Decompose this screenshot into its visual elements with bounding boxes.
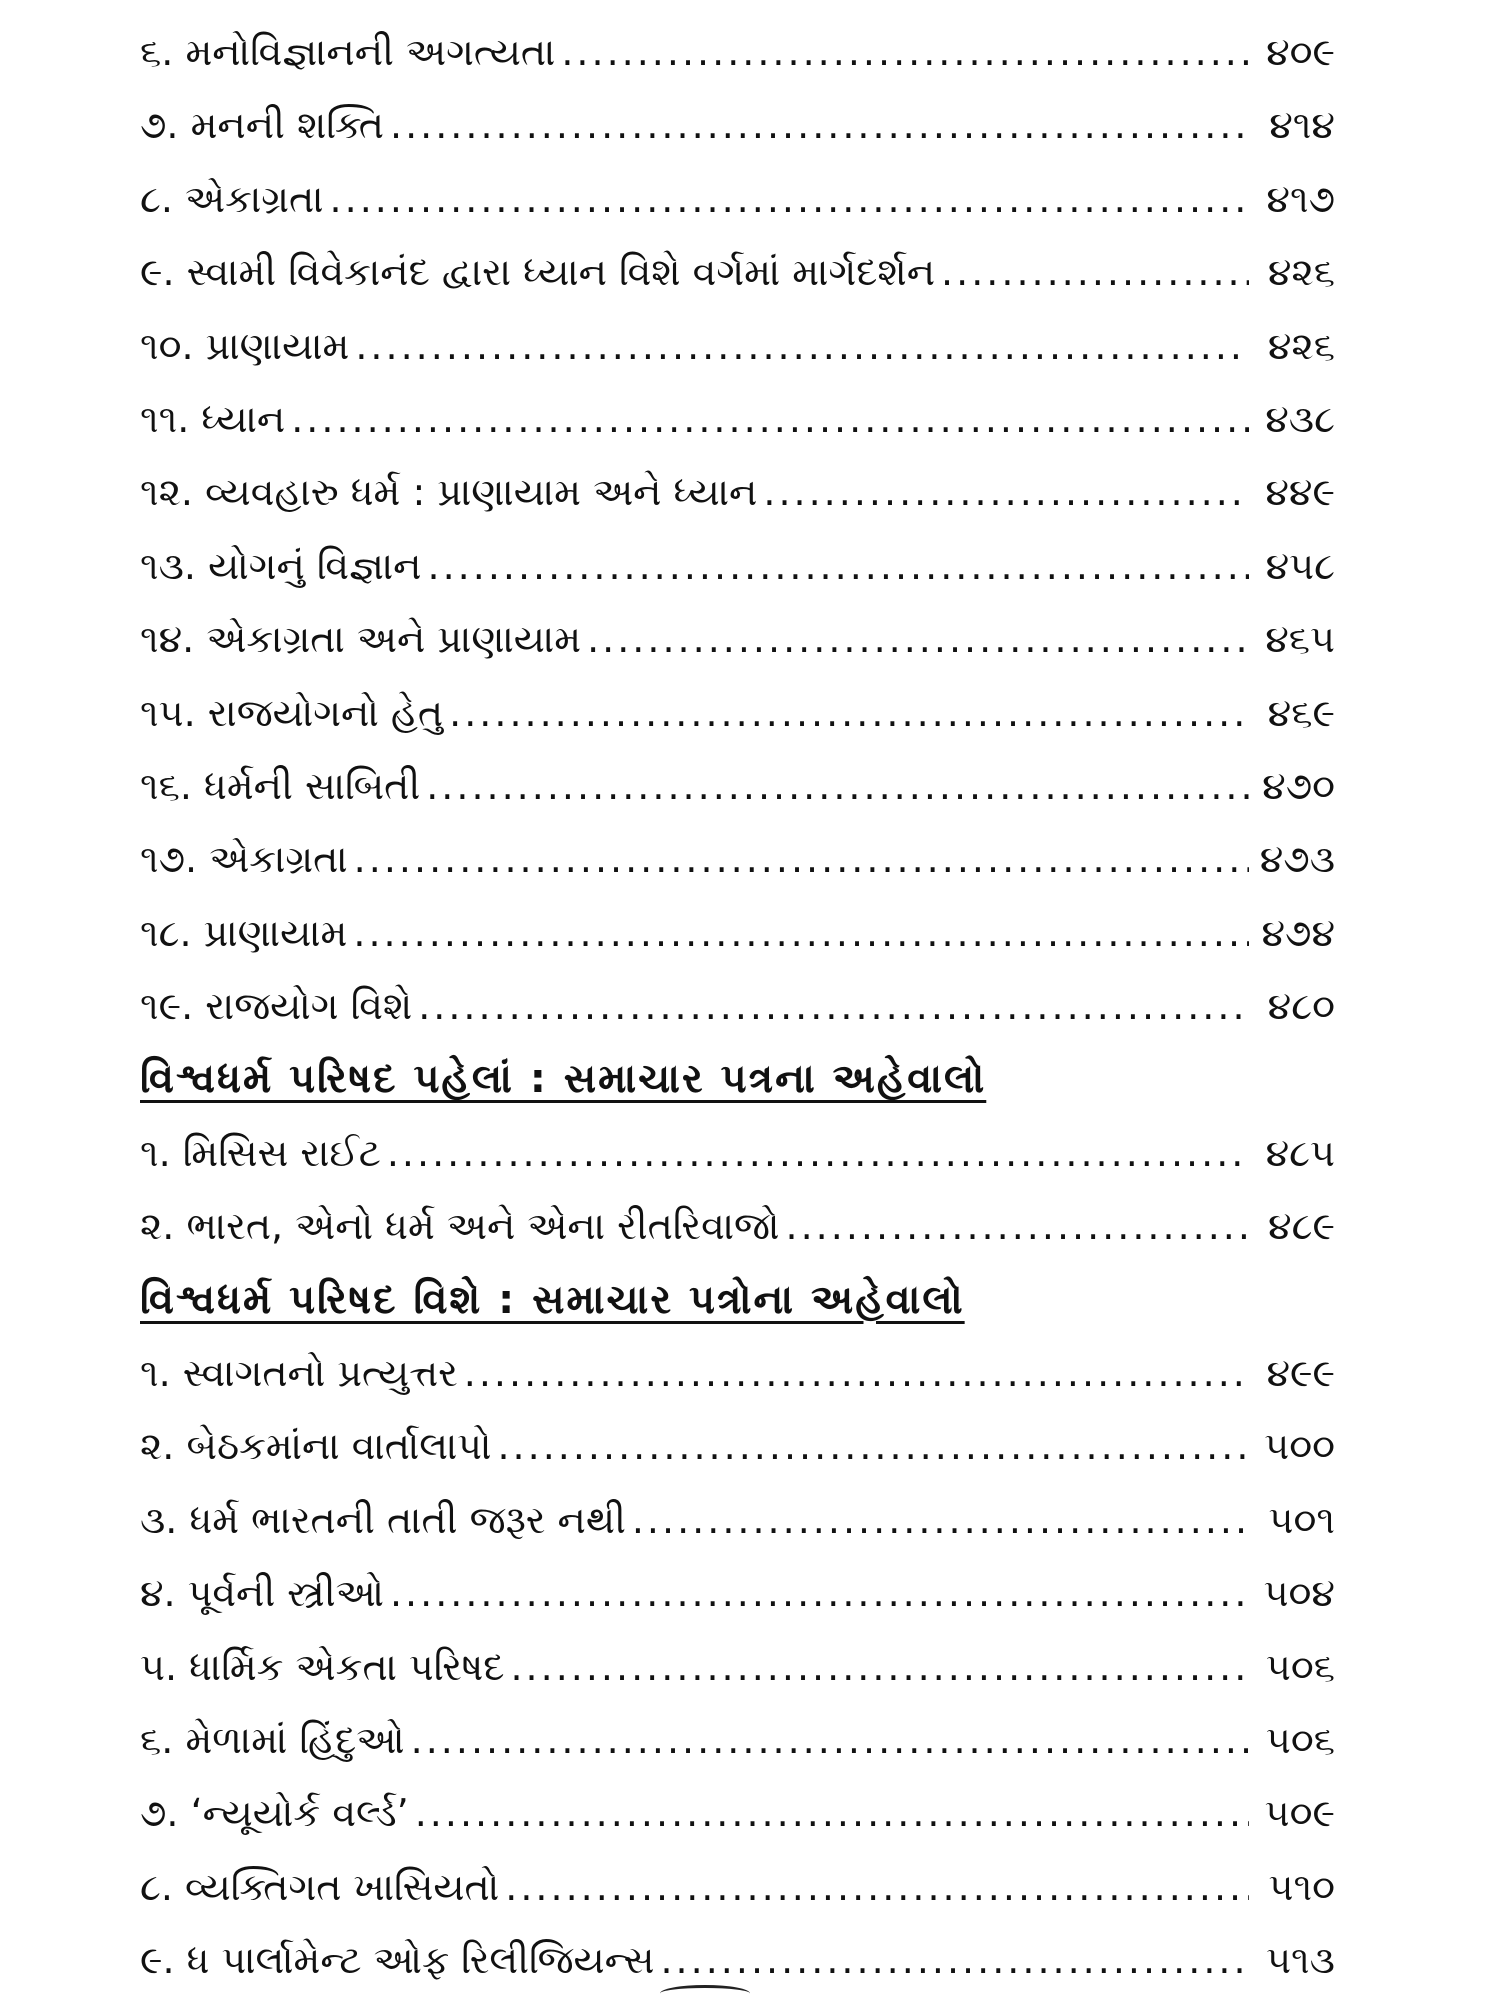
toc-entry-page-number: ૪૩૮ <box>1265 396 1335 441</box>
toc-entry <box>140 1337 1335 1410</box>
dot-leader <box>415 1777 1249 1850</box>
toc-entry <box>140 1924 1335 1997</box>
toc-entry <box>140 456 1335 529</box>
toc-entry <box>140 1484 1335 1557</box>
dot-leader <box>390 1557 1249 1630</box>
toc-entry-page-number: ૪૧૪ <box>1269 103 1335 148</box>
toc-entry <box>140 1631 1335 1704</box>
dot-leader <box>353 897 1249 970</box>
dot-leader <box>411 1704 1249 1777</box>
dot-leader <box>330 163 1249 236</box>
dot-leader <box>510 1631 1249 1704</box>
toc-entry-title: ૮. એકાગ્રતા <box>140 176 324 221</box>
dot-leader <box>497 1410 1249 1483</box>
toc-entry-page-number: ૫૦૬ <box>1265 1644 1335 1689</box>
toc-entry <box>140 603 1335 676</box>
dot-leader <box>387 1117 1249 1190</box>
dot-leader <box>587 603 1249 676</box>
dot-leader <box>464 1337 1249 1410</box>
toc-section-c <box>140 1337 1335 1998</box>
dot-leader <box>660 1924 1249 1997</box>
toc-entry <box>140 1117 1335 1190</box>
dot-leader <box>428 530 1250 603</box>
dot-leader <box>426 750 1249 823</box>
toc-entry-title: ૧૨. વ્યવહારુ ધર્મ : પ્રાણાયામ અને ધ્યાન <box>140 470 758 515</box>
toc-entry-page-number: ૪૭૦ <box>1262 763 1335 808</box>
toc-entry-title: ૪. પૂર્વની સ્ત્રીઓ <box>140 1571 384 1616</box>
toc-entry-page-number: ૪૮૦ <box>1267 984 1335 1029</box>
toc-entry <box>140 1851 1335 1924</box>
page-footer-mark <box>660 1985 750 2002</box>
toc-entry-title: ૭. ‘ન્યૂયોર્ક વર્લ્ડ’ <box>140 1791 409 1836</box>
toc-entry <box>140 16 1335 89</box>
toc-entry-page-number: ૫૧૦ <box>1268 1864 1335 1909</box>
toc-entry-page-number: ૫૦૯ <box>1264 1791 1335 1836</box>
toc-entry <box>140 750 1335 823</box>
toc-entry-title: ૧૯. રાજયોગ વિશે <box>140 984 413 1029</box>
toc-entry-page-number: ૫૧૩ <box>1266 1938 1335 1983</box>
toc-entry-title: ૬. મનોવિજ્ઞાનની અગત્યતા <box>140 30 556 74</box>
toc-entry-page-number: ૫૦૪ <box>1263 1571 1335 1616</box>
dot-leader <box>786 1190 1249 1263</box>
section-heading-about-parliament: વિશ્વધર્મ પરિષદ વિશે : સમાચાર પત્રોના અહેવાલો <box>140 1276 965 1323</box>
toc-entry-page-number: ૪૭૩ <box>1259 837 1335 882</box>
dot-leader <box>763 456 1249 529</box>
toc-entry <box>140 310 1335 383</box>
dot-leader <box>355 310 1249 383</box>
toc-entry-title: ૧૭. એકાગ્રતા <box>140 837 348 882</box>
toc-entry <box>140 1777 1335 1850</box>
toc-entry <box>140 1190 1335 1263</box>
toc-entry <box>140 897 1335 970</box>
toc-entry-page-number: ૪૯૯ <box>1266 1351 1335 1396</box>
toc-entry <box>140 89 1335 162</box>
dot-leader <box>354 823 1249 896</box>
toc-entry <box>140 530 1335 603</box>
toc-entry <box>140 163 1335 236</box>
toc-entry <box>140 823 1335 896</box>
toc-entry-page-number: ૪૮૫ <box>1265 1130 1335 1175</box>
dot-leader <box>418 970 1249 1043</box>
toc-entry <box>140 1410 1335 1483</box>
toc-entry-title: ૧૧. ધ્યાન <box>140 396 286 441</box>
toc-entry <box>140 677 1335 750</box>
table-of-contents <box>140 16 1335 1998</box>
toc-entry-title: ૯. ધ પાર્લામેન્ટ ઓફ રિલીજિયન્સ <box>140 1938 655 1983</box>
toc-entry-title: ૯. સ્વામી વિવેકાનંદ દ્વારા ધ્યાન વિશે વર્ગમાં માર્ગદર્શન <box>140 250 936 295</box>
toc-entry-title: ૨. બેઠકમાંના વાર્તાલાપો <box>140 1424 492 1469</box>
toc-entry-title: ૧૫. રાજયોગનો હેતુ <box>140 690 444 735</box>
toc-entry-title: ૩. ધર્મ ભારતની તાતી જરૂર નથી <box>140 1497 626 1542</box>
toc-entry <box>140 383 1335 456</box>
toc-entry-page-number: ૪૨૬ <box>1267 323 1335 368</box>
toc-entry-page-number: ૪૬૯ <box>1267 690 1335 735</box>
toc-entry-title: ૧. સ્વાગતનો પ્રત્યુત્તર <box>140 1351 458 1396</box>
toc-entry <box>140 970 1335 1043</box>
toc-entry-page-number: ૫૦૬ <box>1265 1717 1335 1762</box>
toc-entry-page-number: ૫૦૦ <box>1264 1424 1335 1469</box>
toc-entry-title: ૧. મિસિસ રાઈટ <box>140 1130 381 1175</box>
toc-entry-page-number: ૫૦૧ <box>1268 1497 1335 1542</box>
dot-leader <box>941 236 1249 309</box>
toc-entry-page-number: ૪૪૯ <box>1265 470 1335 515</box>
toc-entry-title: ૭. મનની શક્તિ <box>140 103 384 148</box>
toc-entry-title: ૫. ધાર્મિક એકતા પરિષદ <box>140 1644 505 1689</box>
toc-entry <box>140 1557 1335 1630</box>
toc-section-b <box>140 1117 1335 1264</box>
dot-leader <box>390 89 1249 162</box>
toc-section-a <box>140 16 1335 1043</box>
toc-entry-page-number: ૪૭૪ <box>1261 910 1335 955</box>
dot-leader <box>291 383 1249 456</box>
toc-entry-title: ૧૦. પ્રાણાયામ <box>140 323 350 368</box>
toc-entry-page-number: ૪૫૮ <box>1265 543 1335 588</box>
dot-leader <box>561 16 1249 89</box>
toc-entry-title: ૧૪. એકાગ્રતા અને પ્રાણાયામ <box>140 617 582 662</box>
dot-leader <box>505 1851 1249 1924</box>
toc-entry-title: ૮. વ્યક્તિગત ખાસિયતો <box>140 1864 500 1909</box>
toc-entry-page-number: ૪૨૬ <box>1267 250 1335 295</box>
toc-entry-page-number: ૪૦૯ <box>1266 30 1335 74</box>
dot-leader <box>632 1484 1249 1557</box>
toc-entry <box>140 236 1335 309</box>
toc-entry-title: ૧૩. યોગનું વિજ્ઞાન <box>140 543 422 588</box>
toc-entry-page-number: ૪૬૫ <box>1265 617 1335 662</box>
toc-entry-title: ૨. ભારત, એનો ધર્મ અને એના રીતરિવાજો <box>140 1204 780 1249</box>
toc-entry-page-number: ૪૧૭ <box>1266 176 1335 221</box>
toc-entry <box>140 1704 1335 1777</box>
toc-entry-page-number: ૪૮૯ <box>1268 1204 1335 1249</box>
toc-entry-title: ૧૬. ધર્મની સાબિતી <box>140 763 421 808</box>
toc-entry-title: ૬. મેળામાં હિંદુઓ <box>140 1717 405 1762</box>
dot-leader <box>449 677 1249 750</box>
toc-entry-title: ૧૮. પ્રાણાયામ <box>140 910 348 955</box>
section-heading-before-parliament: વિશ્વધર્મ પરિષદ પહેલાં : સમાચાર પત્રના અહેવાલો <box>140 1056 987 1103</box>
